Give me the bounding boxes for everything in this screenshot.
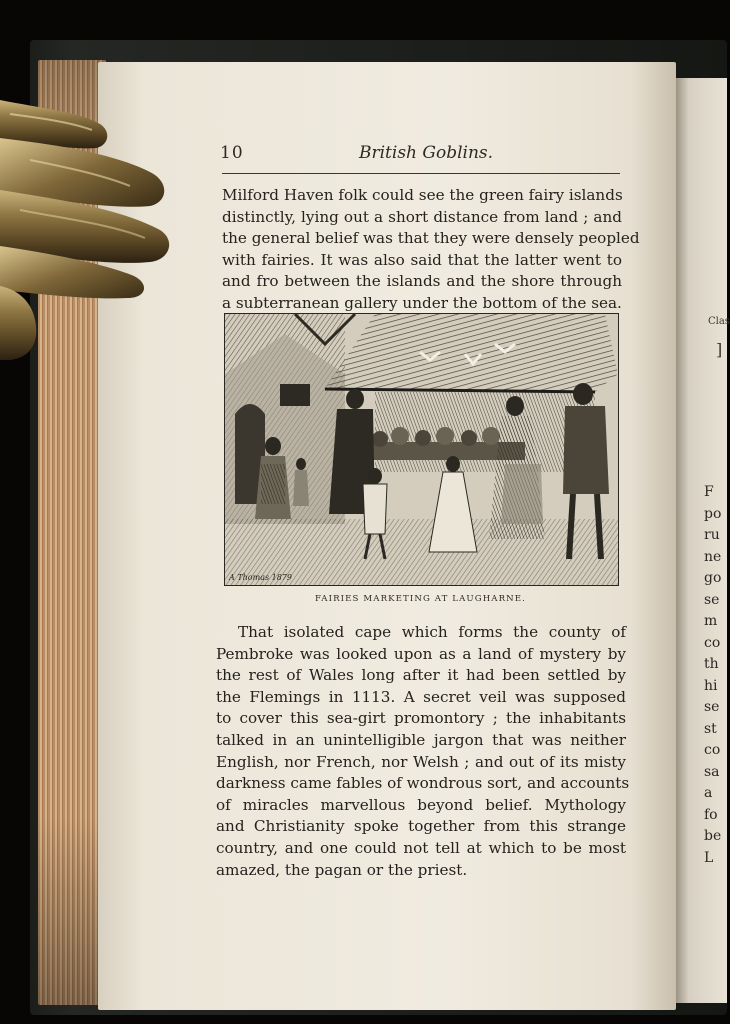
text-line: Milford Haven folk could see the green fairy islands <box>222 186 623 204</box>
right-page-fragment: co <box>704 742 721 758</box>
right-page-fragment: a <box>704 785 713 801</box>
text-line: and fro between the islands and the shore through <box>222 272 622 291</box>
text-line: with fairies. It was also said that the latter went to <box>222 250 622 269</box>
right-page-mark: ] <box>716 340 723 359</box>
market-scene <box>225 314 618 585</box>
right-page-fragment: po <box>704 505 722 522</box>
right-page-fragment: co <box>704 634 721 651</box>
right-page-fragment: be <box>704 828 722 844</box>
paragraph-2 <box>216 622 630 881</box>
right-page-fragment: ru <box>704 527 720 543</box>
text-line: country, and one could not tell at which to be most <box>216 838 626 857</box>
running-title: British Goblins. <box>359 143 494 163</box>
header-rule <box>222 173 620 174</box>
right-page-fragment: ne <box>704 548 722 565</box>
illustration-caption: FAIRIES MARKETING AT LAUGHARNE. <box>314 594 526 604</box>
text-line: That isolated cape which forms the county of <box>238 623 626 641</box>
text-line: of miracles marvellous beyond belief. Mythology <box>216 795 626 814</box>
right-page-fragment: se <box>704 699 720 715</box>
text-line: the rest of Wales long after it had been settled by <box>216 666 626 685</box>
text-line: darkness came fables of wondrous sort, and accounts <box>216 774 630 793</box>
right-page-fragment: fo <box>704 806 718 823</box>
text-line: to cover this sea-girt promontory ; the inhabitants <box>216 709 626 728</box>
paragraph-1 <box>222 185 640 315</box>
right-page-fragment: th <box>704 656 719 672</box>
right-page-fragment: go <box>704 570 722 586</box>
right-page-text <box>704 482 727 869</box>
right-page-fragment: hi <box>704 677 718 694</box>
right-page-fragment: sa <box>704 763 720 780</box>
text-line: a subterranean gallery under the bottom of the sea. <box>222 293 622 312</box>
text-line: amazed, the pagan or the priest. <box>216 860 468 879</box>
engraving-illustration <box>224 313 619 586</box>
page-number: 10 <box>220 143 244 163</box>
right-page-fragment: F <box>704 484 714 500</box>
text-line: the Flemings in 1113. A secret veil was supposed <box>216 687 626 706</box>
text-line: distinctly, lying out a short distance from land ; and <box>222 207 622 226</box>
right-page-fragment: se <box>704 591 720 608</box>
text-line: the general belief was that they were densely peopled <box>222 229 640 248</box>
text-line: and Christianity spoke together from this strange <box>216 817 626 836</box>
text-line: English, nor French, nor Welsh ; and out of its misty <box>216 752 626 771</box>
illustration-signature: A Thomas 1879 <box>229 573 292 582</box>
right-page-fragment: L <box>704 849 714 866</box>
text-line: Pembroke was looked upon as a land of mystery by <box>216 644 626 663</box>
right-page-fragment: st <box>704 720 717 737</box>
text-line: talked in an unintelligible jargon that was neither <box>216 730 626 749</box>
right-page-fragment: m <box>704 613 718 629</box>
right-page-top-fragment: Clas <box>708 316 730 327</box>
brass-hand-bookweight <box>0 90 180 370</box>
